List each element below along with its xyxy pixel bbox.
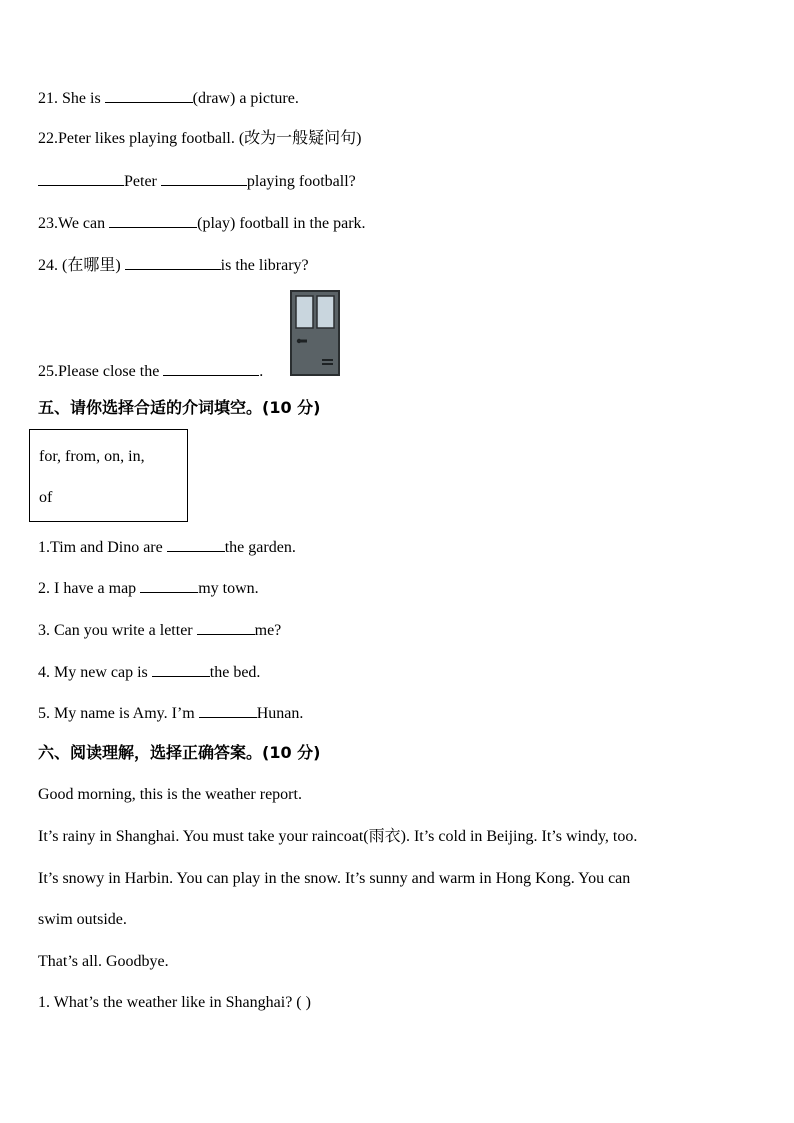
preposition-question-1: 1.Tim and Dino are the garden. (38, 536, 296, 558)
answer-blank[interactable] (199, 702, 257, 718)
question-23: 23.We can (play) football in the park. (38, 212, 366, 234)
answer-blank[interactable] (152, 661, 210, 677)
door-icon (290, 290, 340, 376)
answer-blank[interactable] (161, 170, 247, 186)
passage-paragraph: Good morning, this is the weather report. (38, 786, 302, 803)
question-24: 24. (在哪里) is the library? (38, 254, 309, 276)
answer-blank[interactable] (109, 212, 197, 228)
answer-blank[interactable] (140, 577, 198, 593)
preposition-question-2: 2. I have a map my town. (38, 577, 259, 599)
preposition-question-5: 5. My name is Amy. I’m Hunan. (38, 702, 303, 724)
question-25: 25.Please close the . (38, 360, 263, 382)
passage-paragraph: It’s snowy in Harbin. You can play in the snow. It’s sunny and warm in Hong Kong. You can (38, 870, 631, 887)
preposition-question-3: 3. Can you write a letter me? (38, 619, 281, 641)
word-bank-box (29, 429, 188, 522)
passage-paragraph: It’s rainy in Shanghai. You must take your raincoat(雨衣). It’s cold in Beijing. It’s windy, too. (38, 828, 638, 845)
reading-question-1: 1. What’s the weather like in Shanghai? ( ) (38, 994, 311, 1011)
preposition-question-4: 4. My new cap is the bed. (38, 661, 260, 683)
question-22-rewrite: Peter playing football? (38, 170, 356, 192)
question-21: 21. She is (draw) a picture. (38, 87, 299, 109)
answer-blank[interactable] (105, 87, 193, 103)
answer-blank[interactable] (163, 360, 259, 376)
passage-paragraph: swim outside. (38, 911, 127, 928)
answer-blank[interactable] (167, 536, 225, 552)
section-5-heading: 五、请你选择合适的介词填空。(10 分) (38, 398, 321, 417)
section-6-heading: 六、阅读理解，选择正确答案。(10 分) (38, 743, 321, 762)
question-22: 22.Peter likes playing football. (改为一般疑问句) (38, 130, 362, 147)
answer-blank[interactable] (38, 170, 124, 186)
answer-blank[interactable] (125, 254, 221, 270)
passage-paragraph: That’s all. Goodbye. (38, 953, 169, 970)
word-bank-line: for, from, on, in, (39, 448, 145, 465)
answer-blank[interactable] (197, 619, 255, 635)
word-bank-line: of (39, 489, 53, 506)
